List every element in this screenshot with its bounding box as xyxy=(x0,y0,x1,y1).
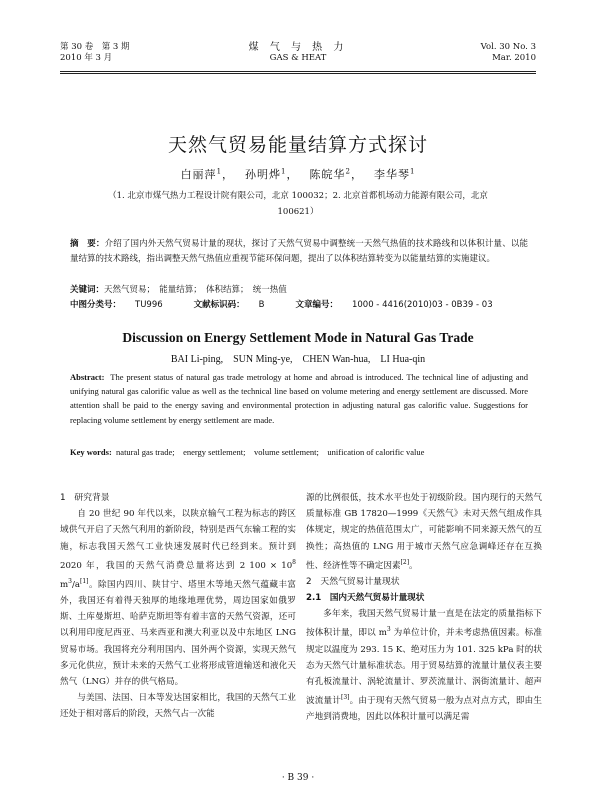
paragraph-text: 为单位计价，并未考虑热值因素。标准规定以温度为 293. 15 K、绝对压力为 101. 325 kPa 时的状态为天然气计量标准状态。用于贸易结算的流量计量仪表主要有孔板流量计、涡轮流量计、罗茨流量计、涡街流量计、超声波流量计 xyxy=(306,628,542,707)
citation[interactable]: [1] xyxy=(80,577,89,585)
abstract-cn-text: 介绍了国内外天然气贸易计量的现状，探讨了天然气贸易中调整统一天然气热值的技术路线和以体积计量、以能量结算的技术路线，指出调整天然气热值应重视节能环保问题，提出了以体积结算转变为以能量结算的实施建议。 xyxy=(70,239,528,264)
paragraph-text: 。 xyxy=(409,560,418,571)
volume-en: Vol. 30 No. 3 xyxy=(480,42,536,52)
paragraph-text: /a xyxy=(71,579,81,590)
article-number-value: 1000 - 4416(2010)03 - 0B39 - 03 xyxy=(351,300,493,310)
header-rule xyxy=(60,71,536,72)
paragraph-text: 自 20 世纪 90 年代以来，以陕京输气工程为标志的跨区域供气开启了天然气利用的新阶段，特别是西气东输工程的实施，标志我国天然气工业快速发展时代已经到来。预计到 2020 年，我国的天然气消费总量将达到 2 100 × 10 xyxy=(60,509,296,571)
abstract-en-label: Abstract: xyxy=(70,372,105,382)
header-center xyxy=(60,42,536,64)
keywords-en xyxy=(70,445,528,459)
page-number: · B 39 · xyxy=(281,773,315,783)
header-rule-thin xyxy=(60,73,536,74)
date-en: Mar. 2010 xyxy=(492,53,536,63)
citation[interactable]: [2] xyxy=(400,558,410,566)
journal-title-en: GAS & HEAT xyxy=(269,53,327,63)
author: 孙明烨 xyxy=(245,168,282,181)
abstract-en xyxy=(70,370,528,427)
keywords-en-text: natural gas trade; energy settlement; volume settlement; unification of calorific value xyxy=(116,447,425,457)
classification-line xyxy=(70,298,528,312)
journal-title-cn: 煤 气 与 热 力 xyxy=(248,42,348,53)
abstract-cn-label: 摘 要： xyxy=(70,239,105,249)
doc-code-value: B xyxy=(258,300,265,310)
section-heading: 2 天然气贸易计量现状 xyxy=(306,576,400,587)
paragraph-text: 。由于现有天然气贸易一般为点对点方式，即由生产地到消费地，因此以体积计量可以满足需 xyxy=(306,696,542,723)
article-number-label: 文章编号： xyxy=(295,300,338,310)
superscript: 8 xyxy=(292,558,296,566)
paragraph-text: 。除国内四川、陕甘宁、塔里木等地天然气蕴藏丰富外，我国还有着得天独厚的地缘地理优势，周边国家如俄罗斯、土库曼斯坦、哈萨克斯坦等有着丰富的天然气资源，还可以利用印度尼西亚、马来西亚和澳大利亚以及中东地区 LNG 贸易市场。我国将充分利用国内、国外两个资源，实现天然气多元化供应，预计未来的天然气工业将形成管道输送和液化天然气（LNG）并存的供气格局。 xyxy=(60,579,296,687)
keywords-cn-text: 天然气贸易； 能量结算； 体积结算； 统一热值 xyxy=(104,285,287,295)
author: 白丽萍 xyxy=(180,168,217,181)
author-affiliation-mark: 1 xyxy=(216,167,223,176)
paragraph-text: 源的比例很低，技术水平也处于初级阶段。国内现行的天然气质量标准 GB 17820—1999《天然气》未对天然气组成作具体规定，规定的热值范围太广，可能影响不同来源天然气的互换性；高热值的 LNG 用于城市天然气应急调峰还存在互换性、经济性等不确定因素 xyxy=(306,493,542,571)
header-right xyxy=(481,42,536,64)
author-affiliation-mark: 1 xyxy=(281,167,287,176)
body-column-right xyxy=(306,490,542,725)
article-title-en: Discussion on Energy Settlement Mode in Natural Gas Trade xyxy=(122,330,474,345)
volume-cn: 第 30 卷 第 3 期 xyxy=(60,42,130,52)
author: 李华琴 xyxy=(373,168,410,181)
abstract-cn xyxy=(70,237,528,266)
affiliation-cn: （1. 北京市煤气热力工程设计院有限公司，北京 100032；2. 北京首都机场动力能源有限公司，北京 100621） xyxy=(108,191,488,217)
citation[interactable]: [3] xyxy=(341,694,350,702)
section-heading: 1 研究背景 xyxy=(60,493,110,503)
keywords-cn xyxy=(70,283,528,297)
paragraph: 与美国、法国、日本等发达国家相比，我国的天然气工业还处于相对落后的阶段，天然气占一次能 xyxy=(60,693,296,720)
paragraph-text: 多年来，我国天然气贸易计量一直是在法定的质量指标下按体积计量，即以 m xyxy=(306,609,542,639)
superscript: 3 xyxy=(68,577,72,585)
author-affiliation-mark: 2 xyxy=(345,167,351,176)
clc-value: TU996 xyxy=(135,300,163,310)
authors-cn: 白丽萍$^1$， 孙明烨$^1$， 陈皖华$^2$， 李华琴$^1$ xyxy=(180,167,416,181)
subsection-heading: 2.1 国内天然气贸易计量现状 xyxy=(306,593,425,604)
paragraph xyxy=(306,490,542,574)
paragraph xyxy=(60,506,296,690)
keywords-cn-label: 关键词： xyxy=(70,285,105,295)
paragraph xyxy=(306,606,542,725)
superscript: 3 xyxy=(386,626,391,634)
abstract-en-text: The present status of natural gas trade metrology at home and abroad is introduced. The technical line of adjusting and unifying natural gas calorific value as well as the technical line based on volume metering and energy settlement are discussed. More attention shall be paid to the energy saving and environmental protection in adjusting natural gas calorific value. Suggestions for replacing volume settlement by energy settlement are made. xyxy=(70,372,529,425)
clc-label: 中图分类号： xyxy=(70,300,122,310)
paragraph-text: m xyxy=(60,579,69,590)
date-cn: 2010 年 3 月 xyxy=(60,53,113,63)
body-column-left xyxy=(60,490,296,723)
article-title-cn: 天然气贸易能量结算方式探讨 xyxy=(167,134,428,156)
running-header xyxy=(60,42,536,72)
authors-en: BAI Li-ping, SUN Ming-ye, CHEN Wan-hua, LI Hua-qin xyxy=(170,354,426,365)
keywords-en-label: Key words: xyxy=(70,447,112,457)
doc-code-label: 文献标识码： xyxy=(193,300,245,310)
author-affiliation-mark: 1 xyxy=(409,167,416,176)
author: 陈皖华 xyxy=(309,168,346,181)
